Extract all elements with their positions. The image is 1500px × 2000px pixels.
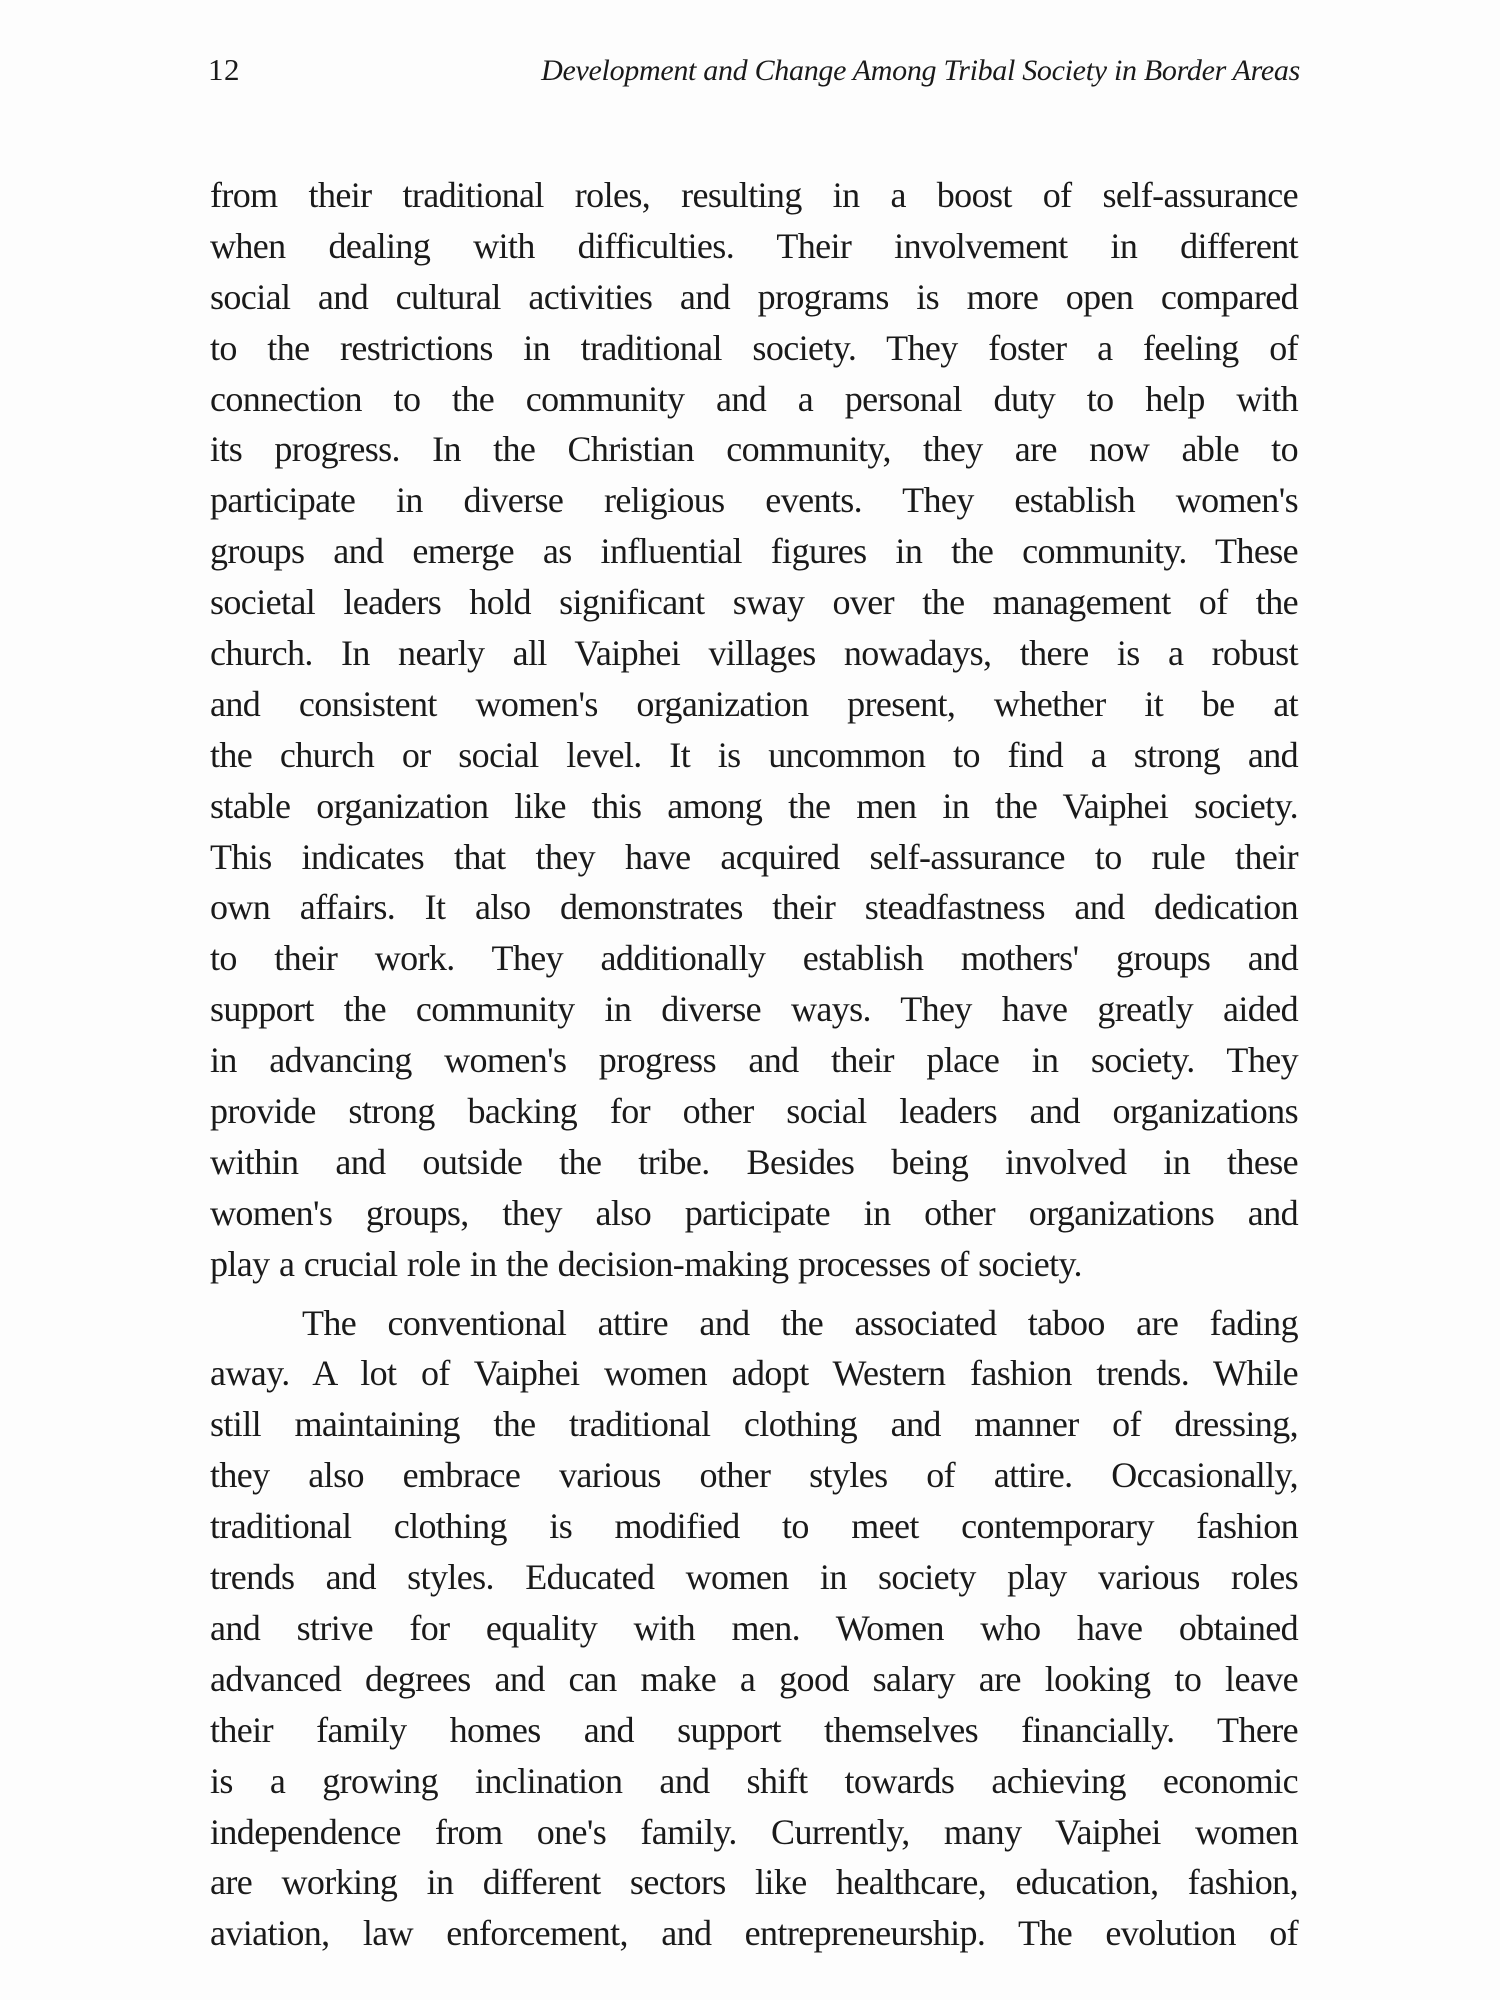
text-line: trends and styles. Educated women in society play various roles xyxy=(210,1557,1298,1598)
text-line: away. A lot of Vaiphei women adopt Western fashion trends. While xyxy=(210,1353,1298,1394)
text-line: in advancing women's progress and their place in society. They xyxy=(210,1040,1298,1081)
text-line: provide strong backing for other social leaders and organizations xyxy=(210,1091,1298,1132)
text-line: their family homes and support themselves financially. There xyxy=(210,1709,1298,1750)
page-number: 12 xyxy=(208,52,240,87)
body-text xyxy=(210,170,1298,1959)
text-line: connection to the community and a personal duty to help with xyxy=(210,378,1298,419)
text-line: stable organization like this among the men in the Vaiphei society. xyxy=(210,785,1298,826)
text-line: to their work. They additionally establish mothers' groups and xyxy=(210,938,1298,979)
text-line: still maintaining the traditional clothing and manner of dressing, xyxy=(210,1404,1298,1445)
text-line: to the restrictions in traditional society. They foster a feeling of xyxy=(210,327,1298,368)
text-line: participate in diverse religious events. They establish women's xyxy=(210,480,1298,521)
text-line: and strive for equality with men. Women who have obtained xyxy=(210,1607,1298,1648)
paragraph-1 xyxy=(210,170,1298,1290)
text-line: women's groups, they also participate in other organizations and xyxy=(210,1192,1298,1233)
text-line: advanced degrees and can make a good salary are looking to leave xyxy=(210,1658,1298,1699)
text-line: independence from one's family. Currently, many Vaiphei women xyxy=(210,1811,1298,1852)
text-line: from their traditional roles, resulting in a boost of self-assurance xyxy=(210,175,1298,215)
text-line: own affairs. It also demonstrates their steadfastness and dedication xyxy=(210,887,1298,928)
text-line: is a growing inclination and shift towards achieving economic xyxy=(210,1760,1298,1801)
text-line: support the community in diverse ways. They have greatly aided xyxy=(210,989,1298,1030)
text-line: church. In nearly all Vaiphei villages nowadays, there is a robust xyxy=(210,633,1298,674)
paragraph-spacing xyxy=(210,1290,1298,1298)
running-header xyxy=(208,52,1300,98)
running-title: Development and Change Among Tribal Society in Border Areas xyxy=(541,54,1300,87)
text-line: they also embrace various other styles of attire. Occasionally, xyxy=(210,1455,1298,1496)
text-line: and consistent women's organization present, whether it be at xyxy=(210,683,1298,724)
text-line: play a crucial role in the decision-making processes of society. xyxy=(210,1243,1082,1284)
text-line: The conventional attire and the associated taboo are fading xyxy=(302,1302,1298,1343)
text-line: aviation, law enforcement, and entrepreneurship. The evolution of xyxy=(210,1913,1298,1954)
text-line: within and outside the tribe. Besides being involved in these xyxy=(210,1141,1298,1182)
text-line: its progress. In the Christian community, they are now able to xyxy=(210,429,1298,470)
paragraph-2 xyxy=(210,1298,1298,1960)
text-line: societal leaders hold significant sway over the management of the xyxy=(210,582,1298,623)
text-line: social and cultural activities and programs is more open compared xyxy=(210,276,1298,317)
text-line: This indicates that they have acquired self-assurance to rule their xyxy=(210,836,1298,877)
text-line: when dealing with difficulties. Their involvement in different xyxy=(210,225,1298,266)
text-line: the church or social level. It is uncommon to find a strong and xyxy=(210,734,1298,775)
text-line: groups and emerge as influential figures in the community. These xyxy=(210,531,1298,572)
text-line: traditional clothing is modified to meet contemporary fashion xyxy=(210,1506,1298,1547)
text-line: are working in different sectors like healthcare, education, fashion, xyxy=(210,1862,1298,1903)
